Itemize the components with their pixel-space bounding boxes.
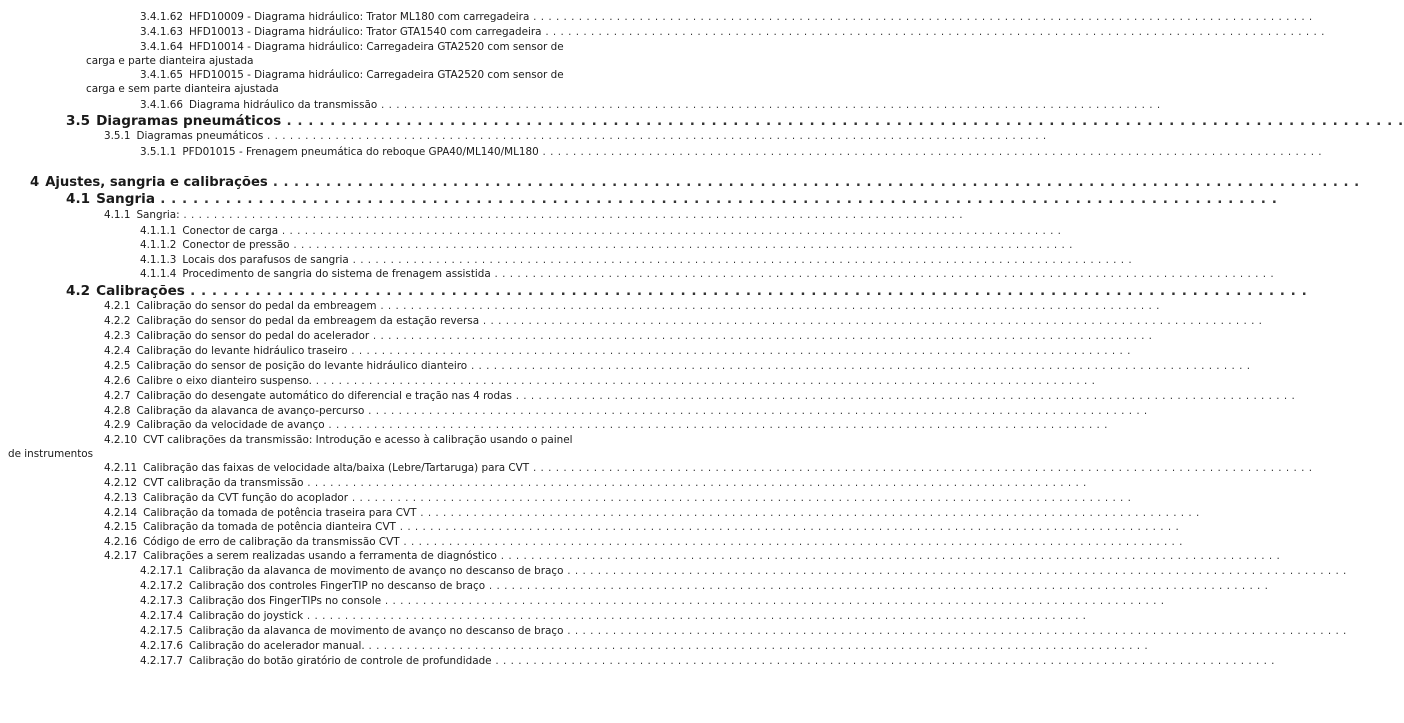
toc-entry-number: 4.2.5	[104, 360, 131, 372]
toc-entry[interactable]	[104, 208, 964, 222]
toc-entry-number: 3.5	[66, 113, 91, 129]
toc-entry-number: 3.4.1.66	[140, 99, 183, 111]
toc-entry-number: 4.1.1.2	[140, 239, 177, 251]
toc-entry-number: 4.2.12	[104, 477, 138, 489]
toc-entry-number: 4.2	[66, 283, 91, 299]
toc-entry[interactable]	[140, 579, 1269, 593]
toc-entry-title: Calibração dos controles FingerTIP no descanso de braço	[188, 580, 486, 592]
dot-leader: . . . . . . . . . . . . . . . . . . . . . . . . . . . . . . . . . . . . . . . . . . . . . . . . . . . . . . . . . . . . . . . . . . . . . . . . . . . . . . . . . . . . . . . . . . . . . . . . . . . . . . .	[563, 625, 1347, 637]
toc-entry-number: 3.4.1.64	[140, 41, 183, 53]
toc-entry[interactable]	[140, 594, 1165, 608]
toc-entry[interactable]	[8, 433, 584, 461]
toc-entry[interactable]	[104, 404, 1148, 418]
toc-entry-title: Calibração das faixas de velocidade alta/baixa (Lebre/Tartaruga) para CVT	[143, 462, 530, 474]
toc-entry-number: 4.2.17.7	[140, 655, 183, 667]
dot-leader: . . . . . . . . . . . . . . . . . . . . . . . . . . . . . . . . . . . . . . . . . . . . . . . . . . . . . . . . . . . . . . . . . . . . . . . . . . . . . . . . . . . . . . . . . . . . . . . . . . . . . . .	[529, 11, 1313, 23]
toc-entry-title: Código de erro de calibração da transmissão CVT	[143, 536, 400, 548]
toc-entry-number: 4.2.17.2	[140, 580, 183, 592]
toc-entry-number: 4.1.1	[104, 209, 131, 221]
toc-entry-title: Calibração da tomada de potência traseira para CVT	[143, 507, 417, 519]
toc-entry[interactable]	[104, 491, 1132, 505]
toc-entry[interactable]	[104, 359, 1251, 373]
dot-leader: . . . . . . . . . . . . . . . . . . . . . . . . . . . . . . . . . . . . . . . . . . . . . . . . . . . . . . . . . . . . . . . . . . . . . . . . . . . . . . . . . . . . . . . . . . . . . . . . . . . . . . .	[376, 300, 1160, 312]
toc-entry[interactable]	[66, 113, 1404, 130]
toc-entry-number: 3.4.1.65	[140, 69, 183, 81]
toc-entry[interactable]	[140, 639, 1149, 653]
dot-leader: . . . . . . . . . . . . . . . . . . . . . . . . . . . . . . . . . . . . . . . . . . . . . . . . . . . . . . . . . . . . . . . . . . . . . . . . . . . . . . . . . . . . . . . . . . . . . . . . . . . . . . .	[399, 536, 1183, 548]
toc-entry[interactable]	[104, 344, 1131, 358]
dot-leader: . . . . . . . . . . . . . . . . . . . . . . . . . . . . . . . . . . . . . . . . . . . . . . . . . . . . . . . . . . . . . . . . . . . . . . . . . . . . . . . . . . . . . . . . . . . . . . . . . . . . . . .	[364, 405, 1148, 417]
toc-entry[interactable]	[86, 68, 584, 96]
toc-entry[interactable]	[104, 506, 1200, 520]
toc-entry-title: Calibrações a serem realizadas usando a ferramenta de diagnóstico	[143, 550, 497, 562]
toc-entry-number: 4.2.17.3	[140, 595, 183, 607]
dot-leader: . . . . . . . . . . . . . . . . . . . . . . . . . . . . . . . . . . . . . . . . . . . . . . . . . . . . . . . . . . . . . . . . . . . . . . . . . . . . . . . . . . . . . . . . . . . . . . . . . . . . . . .	[369, 330, 1153, 342]
dot-leader: . . . . . . . . . . . . . . . . . . . . . . . . . . . . . . . . . . . . . . . . . . . . . . . . . . . . . . . . . . . . . . . . . . . . . . . . . . . . . . . . . . . . . . . . . . . . . . . . . . . . . . .	[348, 254, 1133, 266]
toc-entry-number: 4.2.17	[104, 550, 138, 562]
dot-leader: . . . . . . . . . . . . . . . . . . . . . . . . . . . . . . . . . . . . . . . . . . . . . . . . . . . . . . . . . . . . . . . . . . . . . . . . . . . . . . . . . . . . . . . . . . . . . . . . . . . . . . .	[395, 521, 1180, 533]
toc-entry-title: Locais dos parafusos de sangria	[182, 254, 349, 266]
dot-leader: . . . . . . . . . . . . . . . . . . . . . . . . . . . . . . . . . . . . . . . . . . . . . . . . . . . . . . . . . . . . . . . . . . . . . . . . . . . . . . . . . . . . . . . . . . . . . . . . . . . . . . .	[324, 419, 1108, 431]
toc-entry[interactable]	[140, 10, 1313, 24]
dot-leader: . . . . . . . . . . . . . . . . . . . . . . . . . . . . . . . . . . . . . . . . . . . . . . . . . . . . . . . . . . . . . . . . . . . . . . . . . . . . . . . . . . . . . . . . . . . . . . . . . . . . . . .	[348, 492, 1132, 504]
dot-leader: . . . . . . . . . . . . . . . . . . . . . . . . . . . . . . . . . . . . . . . . . . . . . . . . . . . . . . . . . . . . . . . . . . . . . . . . . . . . . . . . . . . . . . . . . . . . . . . . . . . . . . .	[267, 175, 1360, 190]
toc-entry-title: HFD10009 - Diagrama hidráulico: Trator ML180 com carregadeira	[188, 11, 530, 23]
dot-leader: . . . . . . . . . . . . . . . . . . . . . . . . . . . . . . . . . . . . . . . . . . . . . . . . . . . . . . . . . . . . . . . . . . . . . . . . . . . . . . . . . . . . . . . . . . . . . . . . . . . . . . .	[563, 565, 1347, 577]
toc-entry[interactable]	[140, 253, 1133, 267]
toc-entry-number: 4.2.16	[104, 536, 138, 548]
toc-entry-number: 4.2.9	[104, 419, 131, 431]
toc-entry-number: 4.1	[66, 191, 91, 207]
toc-entry[interactable]	[104, 461, 1313, 475]
toc-entry[interactable]	[104, 374, 1096, 388]
toc-entry-title: Diagramas pneumáticos	[96, 113, 282, 129]
toc-entry[interactable]	[140, 564, 1347, 578]
toc-entry-title: Sangria	[96, 191, 156, 207]
toc-entry-title: CVT calibrações da transmissão: Introdução e acesso à calibração usando o painel de instrumentos	[8, 434, 573, 460]
toc-entry-number: 4.2.17.5	[140, 625, 183, 637]
toc-entry[interactable]	[140, 224, 1062, 238]
toc-entry-title: Diagramas pneumáticos	[136, 130, 264, 142]
toc-entry[interactable]	[140, 25, 1325, 39]
toc-entry[interactable]	[66, 283, 1308, 300]
dot-leader: . . . . . . . . . . . . . . . . . . . . . . . . . . . . . . . . . . . . . . . . . . . . . . . . . . . . . . . . . . . . . . . . . . . . . . . . . . . . . . . . . . . . . . . . . . . . . . . . . . . . . . .	[155, 191, 1278, 207]
toc-entry-number: 4.2.7	[104, 390, 131, 402]
toc-entry-title: HFD10014 - Diagrama hidráulico: Carregadeira GTA2520 com sensor de carga e parte dianteira ajustada	[86, 41, 564, 67]
toc-entry[interactable]	[140, 624, 1347, 638]
toc-entry[interactable]	[86, 40, 584, 68]
toc-entry[interactable]	[30, 174, 1360, 191]
toc-entry[interactable]	[104, 129, 1047, 143]
toc-entry-number: 4.1.1.4	[140, 268, 177, 280]
toc-entry[interactable]	[104, 329, 1153, 343]
toc-entry-title: Calibração do levante hidráulico traseiro	[136, 345, 348, 357]
toc-entry-title: Calibração da CVT função do acoplador	[143, 492, 349, 504]
toc-entry[interactable]	[104, 418, 1108, 432]
toc-entry-title: Calibre o eixo dianteiro suspenso.	[136, 375, 312, 387]
dot-leader: . . . . . . . . . . . . . . . . . . . . . . . . . . . . . . . . . . . . . . . . . . . . . . . . . . . . . . . . . . . . . . . . . . . . . . . . . . . . . . . . . . . . . . . . . . . . . . . . . . . . . . .	[511, 390, 1296, 402]
dot-leader: . . . . . . . . . . . . . . . . . . . . . . . . . . . . . . . . . . . . . . . . . . . . . . . . . . . . . . . . . . . . . . . . . . . . . . . . . . . . . . . . . . . . . . . . . . . . . . . . . . . . . . .	[491, 655, 1275, 667]
toc-entry-title: Calibração do sensor do pedal da embreagem	[136, 300, 377, 312]
toc-entry-number: 4.1.1.1	[140, 225, 177, 237]
toc-entry-number: 4.2.10	[104, 434, 138, 446]
toc-entry[interactable]	[104, 476, 1087, 490]
toc-entry-title: Calibração da tomada de potência dianteira CVT	[143, 521, 396, 533]
toc-entry-title: Conector de pressão	[182, 239, 290, 251]
toc-entry-title: Calibração do joystick	[188, 610, 304, 622]
toc-entry-title: Ajustes, sangria e calibrações	[45, 175, 268, 190]
toc-entry-title: Calibração do desengate automático do diferencial e tração nas 4 rodas	[136, 390, 512, 402]
toc-entry-number: 4.2.14	[104, 507, 138, 519]
toc-entry-number: 3.4.1.62	[140, 11, 183, 23]
dot-leader: . . . . . . . . . . . . . . . . . . . . . . . . . . . . . . . . . . . . . . . . . . . . . . . . . . . . . . . . . . . . . . . . . . . . . . . . . . . . . . . . . . . . . . . . . . . . . . . . . . . . . . .	[479, 315, 1263, 327]
toc-entry-title: Calibração do sensor do pedal da embreagem da estação reversa	[136, 315, 480, 327]
toc-entry-number: 4.2.17.6	[140, 640, 183, 652]
dot-leader: . . . . . . . . . . . . . . . . . . . . . . . . . . . . . . . . . . . . . . . . . . . . . . . . . . . . . . . . . . . . . . . . . . . . . . . . . . . . . . . . . . . . . . . . . . . . . . . . . . . . . . .	[303, 477, 1087, 489]
toc-entry-number: 3.4.1.63	[140, 26, 183, 38]
toc-entry[interactable]	[104, 535, 1183, 549]
toc-entry[interactable]	[140, 145, 1323, 159]
toc-entry[interactable]	[104, 520, 1180, 534]
toc-entry-title: Calibração do acelerador manual.	[188, 640, 365, 652]
toc-entry[interactable]	[140, 654, 1275, 668]
toc-entry-number: 4.2.15	[104, 521, 138, 533]
toc-entry-title: Procedimento de sangria do sistema de frenagem assistida	[182, 268, 491, 280]
toc-entry-title: HFD10013 - Diagrama hidráulico: Trator GTA1540 com carregadeira	[188, 26, 542, 38]
toc-entry-number: 4.2.4	[104, 345, 131, 357]
toc-entry[interactable]	[66, 191, 1278, 208]
dot-leader: . . . . . . . . . . . . . . . . . . . . . . . . . . . . . . . . . . . . . . . . . . . . . . . . . . . . . . . . . . . . . . . . . . . . . . . . . . . . . . . . . . . . . . . . . . . . . . . . . . . . . . .	[179, 209, 964, 221]
toc-entry[interactable]	[104, 299, 1160, 313]
toc-entry[interactable]	[140, 267, 1275, 281]
toc-entry[interactable]	[104, 549, 1281, 563]
dot-leader: . . . . . . . . . . . . . . . . . . . . . . . . . . . . . . . . . . . . . . . . . . . . . . . . . . . . . . . . . . . . . . . . . . . . . . . . . . . . . . . . . . . . . . . . . . . . . . . . . . . . . . .	[347, 345, 1131, 357]
toc-entry-title: Calibração da alavanca de movimento de avanço no descanso de braço	[188, 625, 564, 637]
toc-entry-title: Calibração da velocidade de avanço	[136, 419, 325, 431]
dot-leader: . . . . . . . . . . . . . . . . . . . . . . . . . . . . . . . . . . . . . . . . . . . . . . . . . . . . . . . . . . . . . . . . . . . . . . . . . . . . . . . . . . . . . . . . . . . . . . . . . . . . . . .	[281, 113, 1404, 129]
toc-entry-title: Calibração do sensor de posição do levante hidráulico dianteiro	[136, 360, 468, 372]
dot-leader: . . . . . . . . . . . . . . . . . . . . . . . . . . . . . . . . . . . . . . . . . . . . . . . . . . . . . . . . . . . . . . . . . . . . . . . . . . . . . . . . . . . . . . . . . . . . . . . . . . . . . . .	[377, 99, 1161, 111]
dot-leader: . . . . . . . . . . . . . . . . . . . . . . . . . . . . . . . . . . . . . . . . . . . . . . . . . . . . . . . . . . . . . . . . . . . . . . . . . . . . . . . . . . . . . . . . . . . . . . . . . . . . . . .	[496, 550, 1281, 562]
toc-entry-title: Conector de carga	[182, 225, 279, 237]
toc-entry-title: Calibração da alavanca de movimento de avanço no descanso de braço	[188, 565, 564, 577]
toc-entry-number: 4.2.11	[104, 462, 138, 474]
toc-entry-number: 4.1.1.3	[140, 254, 177, 266]
dot-leader: . . . . . . . . . . . . . . . . . . . . . . . . . . . . . . . . . . . . . . . . . . . . . . . . . . . . . . . . . . . . . . . . . . . . . . . . . . . . . . . . . . . . . . . . . . . . . . . . . . . . . . .	[381, 595, 1165, 607]
toc-entry-number: 4	[30, 175, 40, 190]
toc-entry-number: 4.2.17.4	[140, 610, 183, 622]
toc-entry-number: 3.5.1.1	[140, 146, 177, 158]
dot-leader: . . . . . . . . . . . . . . . . . . . . . . . . . . . . . . . . . . . . . . . . . . . . . . . . . . . . . . . . . . . . . . . . . . . . . . . . . . . . . . . . . . . . . . . . . . . . . . . . . . . . . . .	[289, 239, 1073, 251]
toc-entry[interactable]	[140, 238, 1073, 252]
dot-leader: . . . . . . . . . . . . . . . . . . . . . . . . . . . . . . . . . . . . . . . . . . . . . . . . . . . . . . . . . . . . . . . . . . . . . . . . . . . . . . . . . . . . . . . . . . . . . . . . . . . . . . .	[364, 640, 1149, 652]
dot-leader: . . . . . . . . . . . . . . . . . . . . . . . . . . . . . . . . . . . . . . . . . . . . . . . . . . . . . . . . . . . . . . . . . . . . . . . . . . . . . . . . . . . . . . . . . . . . . . . . . . . . . . .	[278, 225, 1062, 237]
toc-entry-title: CVT calibração da transmissão	[143, 477, 304, 489]
dot-leader: . . . . . . . . . . . . . . . . . . . . . . . . . . . . . . . . . . . . . . . . . . . . . . . . . . . . . . . . . . . . . . . . . . . . . . . . . . . . . . . . . . . . . . . . . . . . . . . . . . . . . . .	[485, 580, 1269, 592]
dot-leader: . . . . . . . . . . . . . . . . . . . . . . . . . . . . . . . . . . . . . . . . . . . . . . . . . . . . . . . . . . . . . . . . . . . . . . . . . . . . . . . . . . . . . . . . . . . . . . . . . . . . . . .	[416, 507, 1200, 519]
toc-entry-number: 4.2.17.1	[140, 565, 183, 577]
toc-entry-title: Sangria:	[136, 209, 180, 221]
toc-entry-title: Diagrama hidráulico da transmissão	[188, 99, 378, 111]
toc-entry-title: PFD01015 - Frenagem pneumática do reboque GPA40/ML140/ML180	[182, 146, 539, 158]
dot-leader: . . . . . . . . . . . . . . . . . . . . . . . . . . . . . . . . . . . . . . . . . . . . . . . . . . . . . . . . . . . . . . . . . . . . . . . . . . . . . . . . . . . . . . . . . . . . . . . . . . . . . . .	[303, 610, 1087, 622]
toc-entry-title: Calibração da alavanca de avanço-percurso	[136, 405, 365, 417]
dot-leader: . . . . . . . . . . . . . . . . . . . . . . . . . . . . . . . . . . . . . . . . . . . . . . . . . . . . . . . . . . . . . . . . . . . . . . . . . . . . . . . . . . . . . . . . . . . . . . . . . . . . . . .	[467, 360, 1251, 372]
toc-entry[interactable]	[140, 609, 1087, 623]
toc-entry-number: 4.2.3	[104, 330, 131, 342]
dot-leader: . . . . . . . . . . . . . . . . . . . . . . . . . . . . . . . . . . . . . . . . . . . . . . . . . . . . . . . . . . . . . . . . . . . . . . . . . . . . . . . . . . . . . . . . . . . . . . . . . . . . . . .	[311, 375, 1096, 387]
toc-entry-title: Calibração do botão giratório de controle de profundidade	[188, 655, 492, 667]
dot-leader: . . . . . . . . . . . . . . . . . . . . . . . . . . . . . . . . . . . . . . . . . . . . . . . . . . . . . . . . . . . . . . . . . . . . . . . . . . . . . . . . . . . . . . . . . . . . . . . . . . . . . . .	[263, 130, 1047, 142]
toc-entry-title: Calibrações	[96, 283, 185, 299]
toc-entry-number: 4.2.8	[104, 405, 131, 417]
dot-leader: . . . . . . . . . . . . . . . . . . . . . . . . . . . . . . . . . . . . . . . . . . . . . . . . . . . . . . . . . . . . . . . . . . . . . . . . . . . . . . . . . . . . . . . . . . . . . . . . . . . . . . .	[541, 26, 1325, 38]
toc-entry-title: Calibração do sensor do pedal do acelerador	[136, 330, 370, 342]
toc-entry-number: 4.2.13	[104, 492, 138, 504]
toc-entry-title: HFD10015 - Diagrama hidráulico: Carregadeira GTA2520 com sensor de carga e sem parte dianteira ajustada	[86, 69, 564, 95]
toc-entry[interactable]	[104, 314, 1263, 328]
dot-leader: . . . . . . . . . . . . . . . . . . . . . . . . . . . . . . . . . . . . . . . . . . . . . . . . . . . . . . . . . . . . . . . . . . . . . . . . . . . . . . . . . . . . . . . . . . . . . . . . . . . . . . .	[490, 268, 1275, 280]
toc-entry-number: 4.2.1	[104, 300, 131, 312]
dot-leader: . . . . . . . . . . . . . . . . . . . . . . . . . . . . . . . . . . . . . . . . . . . . . . . . . . . . . . . . . . . . . . . . . . . . . . . . . . . . . . . . . . . . . . . . . . . . . . . . . . . . . . .	[529, 462, 1313, 474]
dot-leader: . . . . . . . . . . . . . . . . . . . . . . . . . . . . . . . . . . . . . . . . . . . . . . . . . . . . . . . . . . . . . . . . . . . . . . . . . . . . . . . . . . . . . . . . . . . . . . . . . . . . . . .	[184, 283, 1308, 299]
toc-entry-number: 4.2.2	[104, 315, 131, 327]
toc-entry-number: 4.2.6	[104, 375, 131, 387]
dot-leader: . . . . . . . . . . . . . . . . . . . . . . . . . . . . . . . . . . . . . . . . . . . . . . . . . . . . . . . . . . . . . . . . . . . . . . . . . . . . . . . . . . . . . . . . . . . . . . . . . . . . . . .	[538, 146, 1323, 158]
toc-entry[interactable]	[104, 389, 1296, 403]
toc-entry-number: 3.5.1	[104, 130, 131, 142]
toc-entry-title: Calibração dos FingerTIPs no console	[188, 595, 382, 607]
toc-entry[interactable]	[140, 98, 1161, 112]
